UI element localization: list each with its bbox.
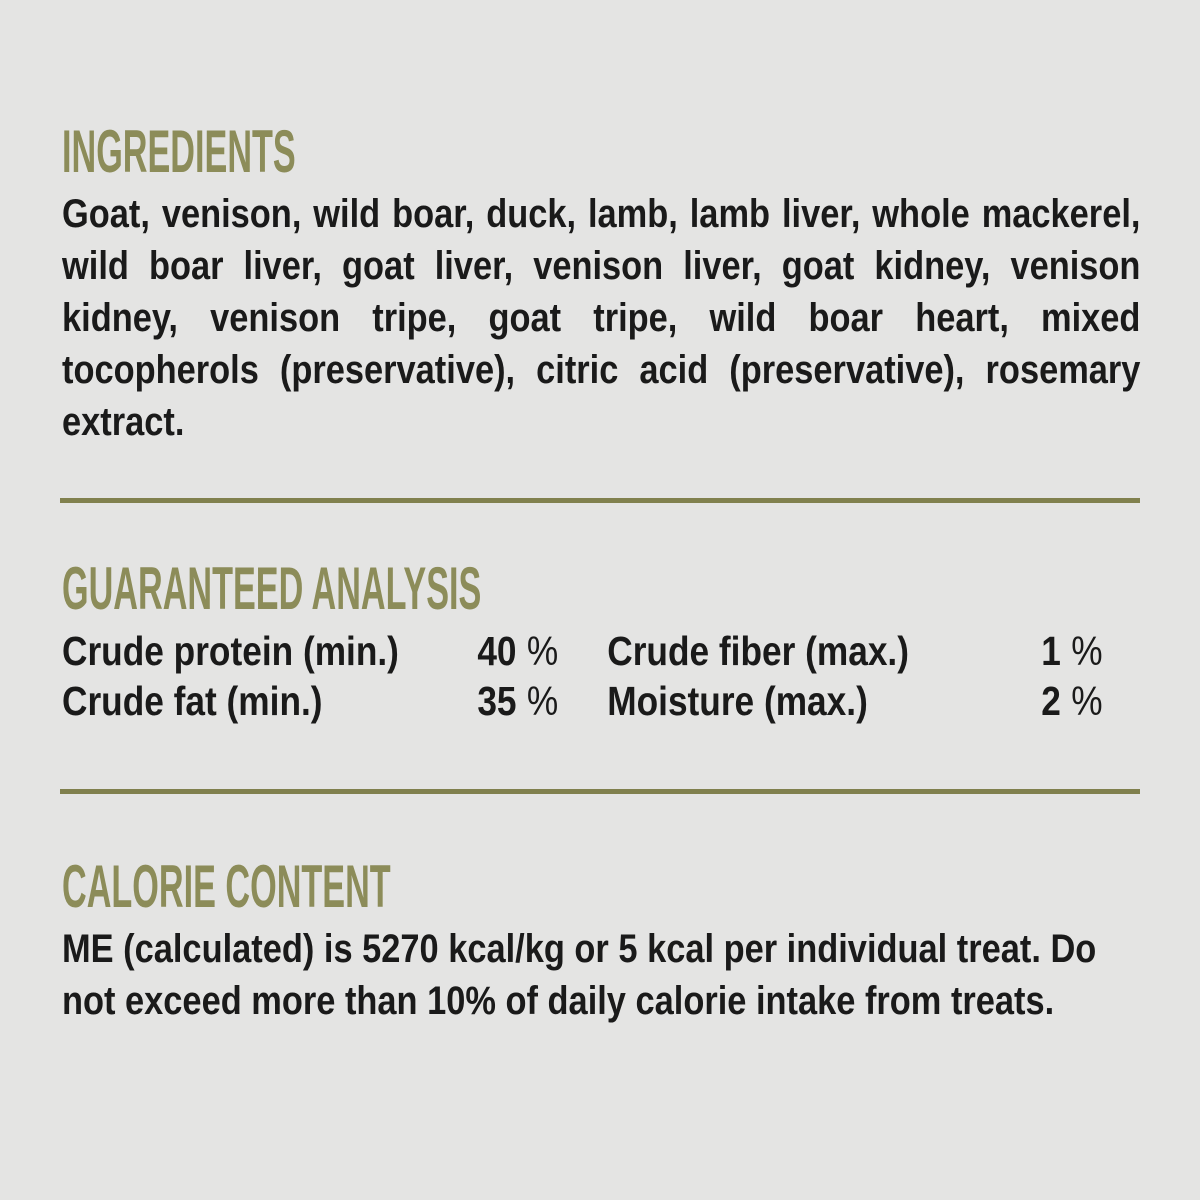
guaranteed-analysis-table xyxy=(62,626,1140,726)
ingredients-text: Goat, venison, wild boar, duck, lamb, lamb liver, whole mackerel, wild boar liver, goat liver, venison liver, goat kidney, venison kidney, venison tripe, goat tripe, wild boar heart, mixed tocopherols (preservative), citric acid (preservative), rosemary extract. xyxy=(62,192,1141,444)
calorie-content-text: ME (calculated) is 5270 kcal/kg or 5 kcal per individual treat. Do not exceed more than 10% of daily calorie intake from treats. xyxy=(62,927,1097,1023)
ga-value-number: 1 xyxy=(1041,628,1061,674)
calorie-content-heading-text: CALORIE CONTENT xyxy=(62,853,391,920)
calorie-content-heading xyxy=(62,853,639,920)
ga-left-column xyxy=(62,626,558,726)
ingredients-heading xyxy=(62,118,472,185)
ga-row-value xyxy=(477,626,558,676)
ga-value-number: 35 xyxy=(477,678,517,724)
ga-row-value xyxy=(1041,626,1102,676)
ga-row-label: Crude protein (min.) xyxy=(62,628,399,674)
ga-value-unit: % xyxy=(1071,628,1103,674)
ga-row-moisture xyxy=(607,676,1102,726)
ingredients-heading-text: INGREDIENTS xyxy=(62,118,296,185)
ga-right-column xyxy=(607,626,1102,726)
ga-value-number: 40 xyxy=(477,628,517,674)
section-divider xyxy=(60,789,1140,794)
ga-row-label: Crude fiber (max.) xyxy=(607,628,909,674)
ga-row-crude-fat xyxy=(62,676,558,726)
ga-row-label: Moisture (max.) xyxy=(607,678,868,724)
ga-row-label: Crude fat (min.) xyxy=(62,678,323,724)
ga-value-unit: % xyxy=(526,678,559,724)
ga-row-value xyxy=(1041,676,1102,726)
guaranteed-analysis-heading-text: GUARANTEED ANALYSIS xyxy=(62,555,482,622)
guaranteed-analysis-heading xyxy=(62,555,798,622)
ga-row-crude-fiber xyxy=(607,626,1102,676)
ga-value-unit: % xyxy=(1071,678,1103,724)
ga-value-number: 2 xyxy=(1041,678,1061,724)
section-divider xyxy=(60,498,1140,503)
ga-row-crude-protein xyxy=(62,626,558,676)
ga-value-unit: % xyxy=(526,628,559,674)
ga-row-value xyxy=(477,676,558,726)
